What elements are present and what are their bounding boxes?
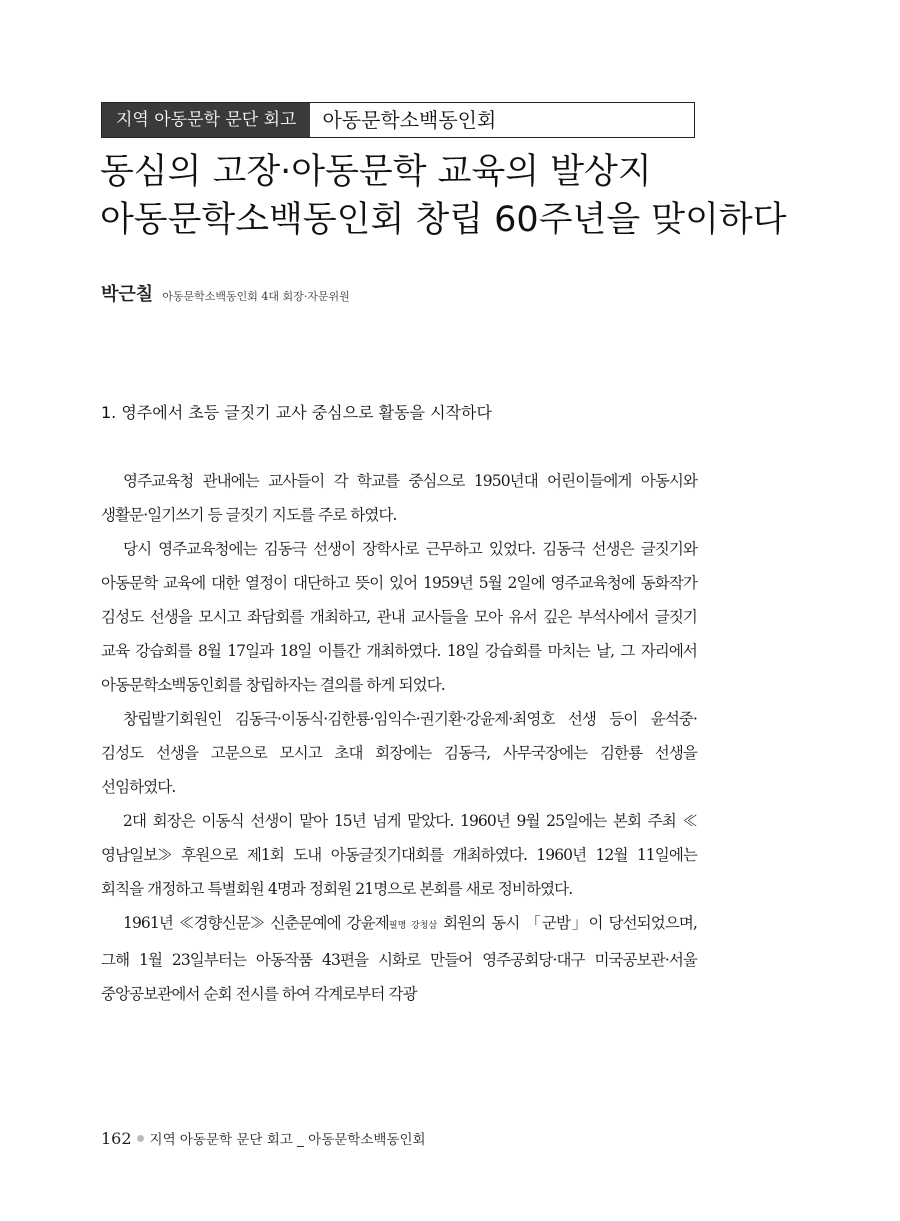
paragraph-4: 2대 회장은 이동식 선생이 맡아 15년 넘게 맡았다. 1960년 9월 25일에는 본회 주최 ≪영남일보≫ 후원으로 제1회 도내 아동글짓기대회를 개최하였다. 1960년 12월 11일에는 회칙을 개정하고 특별회원 4명과 정회원 21명으로 본회를 새로 정비하였다. bbox=[101, 812, 697, 898]
author-role: 아동문학소백동인회 4대 회장·자문위원 bbox=[162, 290, 350, 303]
group-name-label: 아동문학소백동인회 bbox=[322, 108, 497, 132]
paragraph-2: 당시 영주교육청에는 김동극 선생이 장학사로 근무하고 있었다. 김동극 선생은 글짓기와 아동문학 교육에 대한 열정이 대단하고 뜻이 있어 1959년 5월 2일에 영주교육청에 동화작가 김성도 선생을 모시고 좌담회를 개최하고, 관내 교사들을 모아 유서 깊은 부석사에서 글짓기 교육 강습회를 8월 17일과 18일 이틀간 개최하였다. 18일 강습회를 마치는 날, 그 자리에서 아동문학소백동인회를 창립하자는 결의를 하게 되었다. bbox=[101, 540, 697, 694]
author-byline bbox=[101, 280, 350, 306]
series-label: 지역 아동문학 문단 회고 bbox=[102, 103, 310, 137]
paragraph-3: 창립발기회원인 김동극·이동식·김한룡·임익수·권기환·강윤제·최영호 선생 등이 윤석중·김성도 선생을 고문으로 모시고 초대 회장에는 김동극, 사무국장에는 김한룡 선생을 선임하였다. bbox=[101, 710, 697, 796]
pen-name-note: 필명 강청삼 bbox=[388, 921, 438, 931]
section-header bbox=[101, 102, 695, 138]
section-heading: 1. 영주에서 초등 글짓기 교사 중심으로 활동을 시작하다 bbox=[101, 403, 492, 422]
title-line-2: 아동문학소백동인회 창립 60주년을 맞이하다 bbox=[100, 200, 787, 240]
page-number: 162 bbox=[101, 1128, 132, 1148]
paragraph-5-part-a: 1961년 ≪경향신문≫ 신춘문예에 강윤제 bbox=[123, 914, 389, 932]
article-body bbox=[101, 464, 697, 1011]
title-line-1: 동심의 고장·아동문학 교육의 발상지 bbox=[100, 152, 652, 192]
article-title bbox=[100, 148, 787, 244]
paragraph-5-part-b: 회원의 동시 「군밤」이 당선되었으며, 그해 1월 23일부터는 아동작품 43편을 시화로 만들어 영주공회당·대구 미국공보관·서울 중앙공보관에서 순회 전시를 하여 각계로부터 각광 bbox=[101, 914, 698, 1003]
paragraph-5 bbox=[101, 906, 697, 1011]
bullet-dot-icon bbox=[137, 1135, 144, 1142]
author-name: 박근칠 bbox=[101, 284, 154, 305]
paragraph-1: 영주교육청 관내에는 교사들이 각 학교를 중심으로 1950년대 어린이들에게 아동시와 생활문·일기쓰기 등 글짓기 지도를 주로 하였다. bbox=[101, 472, 697, 524]
page-footer bbox=[101, 1128, 426, 1148]
running-title: 지역 아동문학 문단 회고 _ 아동문학소백동인회 bbox=[149, 1132, 426, 1148]
